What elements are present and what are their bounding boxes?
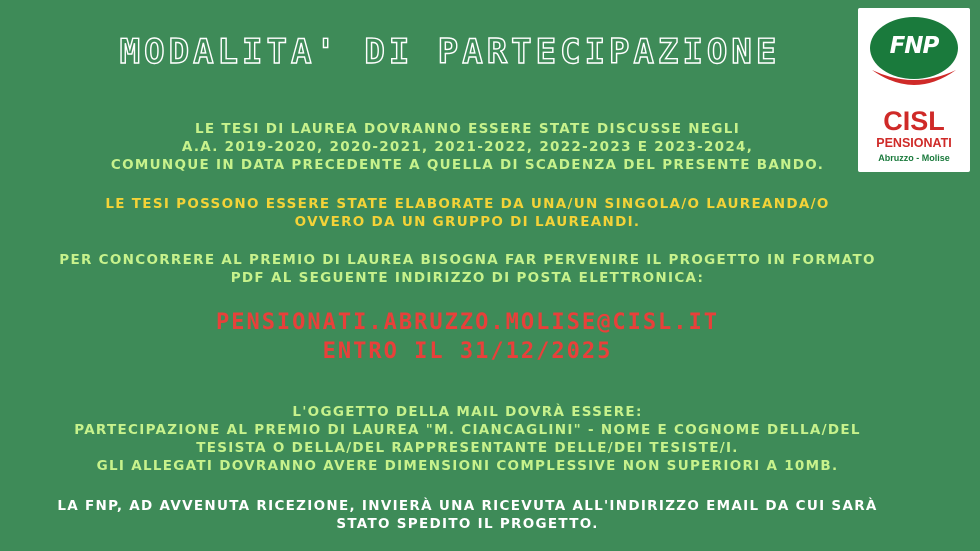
contact-block	[20, 308, 915, 366]
paragraph-line: OVVERO DA UN GRUPPO DI LAUREANDI.	[294, 214, 641, 230]
page-title: MODALITA' DI PARTECIPAZIONE	[119, 32, 781, 72]
paragraph-line: LA FNP, AD AVVENUTA RICEZIONE, INVIERÀ UNA RICEVUTA ALL'INDIRIZZO EMAIL DA CUI SARÀ	[57, 498, 878, 514]
paragraph-line: L'OGGETTO DELLA MAIL DOVRÀ ESSERE:	[292, 404, 643, 420]
paragraph-line: TESISTA O DELLA/DEL RAPPRESENTANTE DELLE/DEI TESISTE/I.	[196, 440, 739, 456]
logo-subtitle: PENSIONATI	[876, 136, 952, 150]
paragraph-line: STATO SPEDITO IL PROGETTO.	[336, 516, 599, 532]
paragraph-submission	[20, 251, 915, 287]
logo-region: Abruzzo - Molise	[878, 153, 950, 163]
paragraph-academic-years	[20, 120, 915, 174]
paragraph-authors	[20, 195, 915, 231]
paragraph-line: COMUNQUE IN DATA PRECEDENTE A QUELLA DI SCADENZA DEL PRESENTE BANDO.	[110, 157, 825, 173]
paragraph-receipt	[20, 497, 915, 533]
paragraph-mail-subject	[20, 403, 915, 475]
paragraph-line: A.A. 2019-2020, 2020-2021, 2021-2022, 2022-2023 E 2023-2024,	[181, 139, 754, 155]
logo-brand: FNP	[889, 33, 939, 59]
paragraph-line: PDF AL SEGUENTE INDIRIZZO DI POSTA ELETTRONICA:	[230, 270, 705, 286]
logo-org: CISL	[883, 106, 945, 136]
paragraph-line: GLI ALLEGATI DOVRANNO AVERE DIMENSIONI COMPLESSIVE NON SUPERIORI A 10MB.	[96, 458, 839, 474]
paragraph-line: PER CONCORRERE AL PREMIO DI LAUREA BISOGNA FAR PERVENIRE IL PROGETTO IN FORMATO	[59, 252, 876, 268]
email-address[interactable]: PENSIONATI.ABRUZZO.MOLISE@CISL.IT	[215, 310, 720, 335]
paragraph-line: PARTECIPAZIONE AL PREMIO DI LAUREA "M. CIANCAGLINI" - NOME E COGNOME DELLA/DEL	[74, 422, 861, 438]
paragraph-line: LE TESI POSSONO ESSERE STATE ELABORATE DA UNA/UN SINGOLA/O LAUREANDA/O	[105, 196, 830, 212]
paragraph-line: LE TESI DI LAUREA DOVRANNO ESSERE STATE DISCUSSE NEGLI	[194, 121, 741, 137]
deadline: ENTRO IL 31/12/2025	[322, 339, 613, 364]
